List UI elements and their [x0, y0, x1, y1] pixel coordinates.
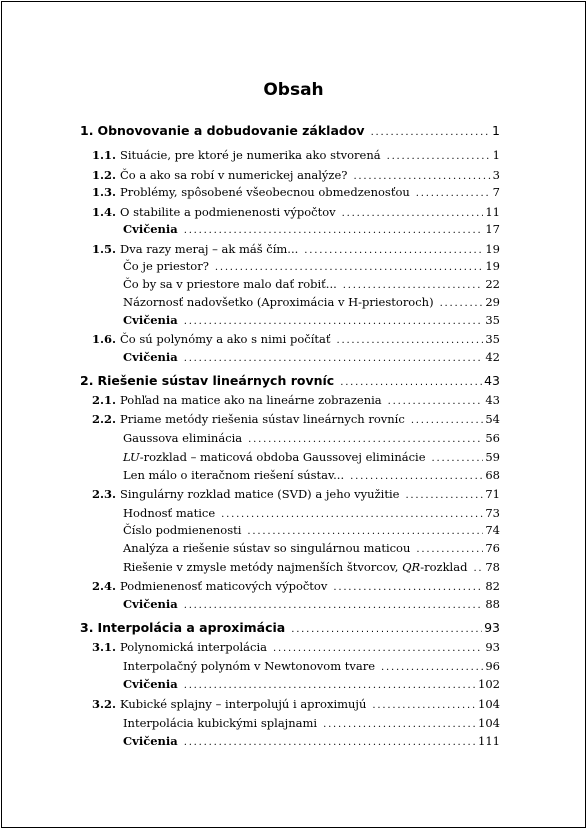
- entry-title: Interpolačný polynóm v Newtonovom tvare: [123, 659, 376, 673]
- dot-leader: [184, 599, 484, 613]
- dot-leader: [342, 207, 484, 221]
- entry-title: Cvičenia: [123, 734, 178, 748]
- page-number: 19: [485, 259, 500, 273]
- entry-title-math: QR: [402, 560, 421, 574]
- dot-leader: [323, 718, 476, 732]
- toc-section-row: [80, 393, 500, 409]
- toc-subsection-row: [80, 259, 500, 275]
- dot-leader: [387, 150, 491, 164]
- dot-leader: [405, 489, 483, 503]
- dot-leader: [340, 376, 482, 390]
- entry-title: Analýza a riešenie sústav so singulárnou maticou: [123, 541, 411, 555]
- toc-subsection-row: [80, 295, 500, 311]
- section-number: 1.3.: [91, 185, 116, 199]
- entry-title-math: LU: [123, 450, 140, 464]
- entry-title: Priame metódy riešenia sústav lineárnych rovníc: [120, 412, 405, 426]
- section-number: 3.2.: [91, 697, 116, 711]
- toc-chapter-row: [80, 124, 500, 140]
- page-number: 93: [484, 620, 500, 635]
- page-number: 88: [485, 597, 500, 611]
- page-number: 102: [478, 677, 500, 691]
- page-number: 82: [485, 579, 500, 593]
- entry-title: Obnovovanie a dobudovanie základov: [97, 123, 365, 138]
- page-number: 1: [492, 123, 500, 138]
- entry-title: Problémy, spôsobené všeobecnou obmedzenosťou: [120, 185, 410, 199]
- page-number: 78: [485, 560, 500, 574]
- page-number: 1: [492, 148, 500, 162]
- dot-leader: [353, 170, 490, 184]
- page-number: 74: [485, 523, 500, 537]
- entry-title: Cvičenia: [123, 313, 178, 327]
- toc-section-row: [80, 148, 500, 164]
- toc-subsection-row: [80, 716, 500, 732]
- dot-leader: [247, 525, 483, 539]
- entry-title: Gaussova eliminácia: [123, 431, 243, 445]
- dot-leader: [333, 581, 483, 595]
- toc-subsection-row: [80, 659, 500, 675]
- toc-section-row: [80, 185, 500, 201]
- page-number: 29: [485, 295, 500, 309]
- section-number: 1.2.: [91, 168, 116, 182]
- page-number: 17: [485, 222, 500, 236]
- page-number: 7: [492, 185, 500, 199]
- dot-leader: [350, 470, 483, 484]
- dot-leader: [184, 224, 484, 238]
- entry-title-rest: -rozklad: [420, 560, 468, 574]
- entry-title: [123, 560, 467, 574]
- page-title: Obsah: [263, 80, 324, 100]
- entry-title: Čo by sa v priestore malo dať robiť...: [123, 277, 337, 291]
- page-number: 43: [485, 393, 500, 407]
- entry-title: Čo sú polynómy a ako s nimi počítať: [120, 332, 331, 346]
- entry-title: Singulárny rozklad matice (SVD) a jeho využitie: [120, 487, 400, 501]
- toc-subsection-row: [80, 277, 500, 293]
- page-number: 43: [484, 373, 500, 388]
- dot-leader: [371, 126, 490, 140]
- page-number: 42: [485, 350, 500, 364]
- toc-section-row: [80, 412, 500, 428]
- page-number: 68: [485, 468, 500, 482]
- dot-leader: [416, 543, 483, 557]
- page-number: 71: [485, 487, 500, 501]
- page-number: 96: [485, 659, 500, 673]
- toc-chapter-row: [80, 621, 500, 637]
- entry-title: Číslo podmienenosti: [123, 523, 242, 537]
- page-number: 59: [485, 450, 500, 464]
- entry-title: Riešenie sústav lineárnych rovníc: [97, 373, 335, 388]
- dot-leader: [221, 508, 483, 522]
- dot-leader: [291, 623, 482, 637]
- toc-exercises-row: [80, 350, 500, 366]
- dot-leader: [184, 352, 484, 366]
- entry-title: Čo je priestor?: [123, 259, 209, 273]
- dot-leader: [473, 562, 483, 576]
- toc-subsection-row: [80, 506, 500, 522]
- section-number: 1.5.: [91, 242, 116, 256]
- toc-exercises-row: [80, 313, 500, 329]
- toc-section-row: [80, 168, 500, 184]
- entry-title: Dva razy meraj – ak máš čím...: [120, 242, 299, 256]
- entry-title: Kubické splajny – interpolujú i aproximujú: [120, 697, 367, 711]
- dot-leader: [432, 452, 484, 466]
- entry-title: Interpolácia a aproximácia: [97, 620, 286, 635]
- entry-title: Situácie, pre ktoré je numerika ako stvorená: [120, 148, 381, 162]
- dot-leader: [304, 244, 483, 258]
- page-number: 22: [485, 277, 500, 291]
- entry-title: Cvičenia: [123, 677, 178, 691]
- section-number: 3.1.: [91, 640, 116, 654]
- dot-leader: [273, 642, 483, 656]
- page-number: 11: [485, 205, 500, 219]
- dot-leader: [184, 736, 476, 750]
- toc-exercises-row: [80, 222, 500, 238]
- section-number: 2.4.: [91, 579, 116, 593]
- chapter-number: 1.: [80, 123, 94, 138]
- dot-leader: [248, 433, 483, 447]
- page-number: 93: [485, 640, 500, 654]
- toc-chapter-row: [80, 374, 500, 390]
- section-number: 2.1.: [91, 393, 116, 407]
- toc-section-row: [80, 332, 500, 348]
- dot-leader: [411, 414, 484, 428]
- toc-section-row: [80, 697, 500, 713]
- section-number: 2.2.: [91, 412, 116, 426]
- chapter-number: 2.: [80, 373, 94, 388]
- toc-section-row: [80, 242, 500, 258]
- toc-subsection-row: [80, 468, 500, 484]
- page-number: 35: [485, 313, 500, 327]
- entry-title: Čo a ako sa robí v numerickej analýze?: [120, 168, 348, 182]
- toc-section-row: [80, 579, 500, 595]
- toc-section-row: [80, 640, 500, 656]
- dot-leader: [440, 297, 484, 311]
- page-number: 111: [478, 734, 500, 748]
- entry-title: Názornosť nadovšetko (Aproximácia v H-priestoroch): [123, 295, 434, 309]
- page-number: 35: [485, 332, 500, 346]
- dot-leader: [381, 661, 483, 675]
- page-number: 73: [485, 506, 500, 520]
- entry-title: Pohľad na matice ako na lineárne zobrazenia: [120, 393, 382, 407]
- section-number: 1.4.: [91, 205, 116, 219]
- page-number: 104: [478, 697, 500, 711]
- entry-title: O stabilite a podmienenosti výpočtov: [120, 205, 336, 219]
- dot-leader: [343, 279, 484, 293]
- dot-leader: [372, 699, 476, 713]
- entry-title: Len málo o iteračnom riešení sústav...: [123, 468, 345, 482]
- entry-title-lead: Riešenie v zmysle metódy najmenších štvorcov,: [123, 560, 403, 574]
- dot-leader: [337, 334, 484, 348]
- dot-leader: [184, 679, 476, 693]
- entry-title: Podmienenosť maticových výpočtov: [120, 579, 328, 593]
- toc-subsection-row: [80, 523, 500, 539]
- entry-title: Interpolácia kubickými splajnami: [123, 716, 318, 730]
- section-number: 1.1.: [91, 148, 116, 162]
- dot-leader: [215, 261, 484, 275]
- entry-title: Cvičenia: [123, 222, 178, 236]
- entry-title: Hodnosť matice: [123, 506, 216, 520]
- toc-section-row: [80, 487, 500, 503]
- page-number: 56: [485, 431, 500, 445]
- dot-leader: [388, 395, 484, 409]
- entry-title: [123, 450, 426, 464]
- toc-exercises-row: [80, 677, 500, 693]
- dot-leader: [184, 315, 484, 329]
- toc-exercises-row: [80, 734, 500, 750]
- section-number: 1.6.: [91, 332, 116, 346]
- entry-title-rest: -rozklad – maticová obdoba Gaussovej eliminácie: [139, 450, 426, 464]
- dot-leader: [416, 187, 491, 201]
- page-number: 104: [478, 716, 500, 730]
- entry-title: Polynomická interpolácia: [120, 640, 268, 654]
- page-number: 19: [485, 242, 500, 256]
- toc-subsection-row: [80, 560, 500, 576]
- toc-subsection-row: [80, 541, 500, 557]
- section-number: 2.3.: [91, 487, 116, 501]
- toc-section-row: [80, 205, 500, 221]
- toc-subsection-row: [80, 450, 500, 466]
- page-number: 3: [492, 168, 500, 182]
- toc-subsection-row: [80, 431, 500, 447]
- entry-title: Cvičenia: [123, 597, 178, 611]
- page-number: 54: [485, 412, 500, 426]
- chapter-number: 3.: [80, 620, 94, 635]
- toc-exercises-row: [80, 597, 500, 613]
- page-number: 76: [485, 541, 500, 555]
- entry-title: Cvičenia: [123, 350, 178, 364]
